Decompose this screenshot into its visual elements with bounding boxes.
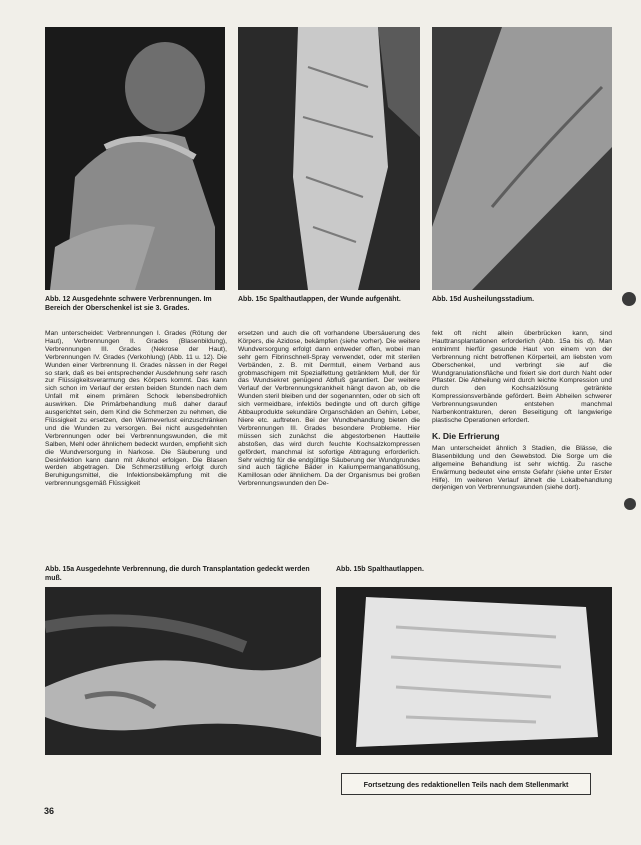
text-column-3 [432,330,612,556]
section-heading: K. Die Erfrierung [432,430,500,441]
text-column-2 [238,330,420,556]
continuation-notice: Fortsetzung des redaktionellen Teils nach dem Stellenmarkt [341,773,591,795]
text-column-1 [45,330,227,556]
photo-abb-15c [238,27,420,290]
photo-abb-15d [432,27,612,290]
caption-abb-15d: Abb. 15d Ausheilungsstadium. [432,296,535,303]
scan-edge-mark [622,292,636,306]
caption-abb-15c: Abb. 15c Spalthautlappen, der Wunde aufgenäht. [238,296,401,303]
photo-abb-15a [45,587,321,755]
caption-abb-12: Abb. 12 Ausgedehnte schwere Verbrennungen. Im Bereich der Oberschenkel ist sie 3. Grades. [45,296,212,312]
column-1-text: Man unterscheidet: Verbrennungen I. Grades (Rötung der Haut), Verbrennungen II. Grades (Blasenbildung), Verbrennungen III. Grades (Nekrose der Haut), Verbrennungen IV. Grades (Verkohlung) (Abb. 11 u. 12). Die Wunden einer Verbrennung II. Grades nässen in der Regel so stark, daß es bei entsprechender Ausdehnung sehr rasch zur Flüssigkeitsverarmung des Körpers kommt. Das kann sich schon im Verlauf der ersten beiden Stunden nach dem Unfall mit einem primären Schock lebensbedrohlich auswirken. Die Primärbehandlung muß daher darauf ausgerichtet sein, dem Kind die Schmerzen zu nehmen, die Flüssigkeit zu ersetzen, den Wärmeverlust einzuschränken und die Wunden zu versorgen. Bei nicht ausgedehnten Verbrennungen oder bei Verbrennungswunden, die mit Salben, Mehl oder ähnlichem bedeckt wurden, empfiehlt sich die Wundversorgung in Narkose. Die Säuberung und Desinfektion kann dann mit Alkohol erfolgen. Die Blasen werden abgetragen. Die Schmerzstillung erfolgt durch Beruhigungsmittel, die Infektionsbekämpfung mit die verbrennungsgemäß Flüssigkeit [45,330,227,488]
column-2-text: ersetzen und auch die oft vorhandene Übersäuerung des Körpers, die Azidose, bekämpfen (siehe vorher). Die weitere Wundversorgung erfolgt dann entweder offen, wobei man sehr gern Fibrinschnell-Spray verwendet, oder mit sterilen Verbänden, z. B. mit Dermtull, einem Verband aus grobmaschigem mit Spezialfettung getränktem Mull, der für das Wundsekret genügend Abfluß garantiert. Der weitere Verlauf der Verbrennungskrankheit hängt davon ab, ob die Wunden steril bleiben und der sogenannten, oder ob sich oft sich vermeidbare, infektiös bedingte und oft durch giftige Abbauprodukte sekundäre Organschäden an Gehirn, Leber, Niere etc. auftreten. Bei der Wundbehandlung bieten die Verbrennungen III. Grades besondere Probleme. Hier müssen sich zunächst die abgestorbenen Hautteile abstoßen, das wird durch feuchte Kochsalzkompressen gefördert, manchmal ist sofortige Abtragung erforderlich. Sehr wichtig für die endgültige Säuberung der Wundgrundes sind auch tägliche Bäder in Kaliumpermanganatlösung, Kamillosan oder ähnlichem. Da der Organismus bei großen Verbrennungswunden den De- [238,330,420,488]
caption-abb-15a: Abb. 15a Ausgedehnte Verbrennung, die durch Transplantation gedeckt werden muß. [45,566,310,582]
page-number: 36 [44,806,55,816]
column-3-text-b: Man unterscheidet ähnlich 3 Stadien, die Blässe, die Blasenbildung und den Gewebstod. Die Sorge um die allgemeine Behandlung ist sehr wichtig. Zu rasche Erwärmung bedeutet eine ernste Gefahr (siehe unter Erster Hilfe). Im weiteren Verlauf ähnelt die Lokalbehandlung derjenigen von Verbrennungswunden (siehe dort). [432,444,612,492]
column-3-text-a: fekt oft nicht allein überbrücken kann, sind Hauttransplantationen erforderlich (Abb. 15a bis d). Man entnimmt hierfür gesunde Haut von einem von der Verbrennung nicht betroffenen Körperteil, am liebsten vom Oberschenkel, und verbringt sie auf die Wundgranulationsfläche und fixiert sie dort durch Naht oder Pflaster. Die Abheilung wird durch leichte Kompression und durch den Kochsalzlösung getränkte Kompressionsverbände gefördert. Beim Abheilen schwerer Verbrennungswunden entstehen manchmal Narbenkontrakturen, deren Beseitigung oft langwierige plastische Operationen erfordert. [432,330,612,424]
caption-abb-15b: Abb. 15b Spalthautlappen. [336,566,424,573]
photo-abb-12 [45,27,225,290]
scan-edge-mark [624,498,636,510]
photo-abb-15b [336,587,612,755]
